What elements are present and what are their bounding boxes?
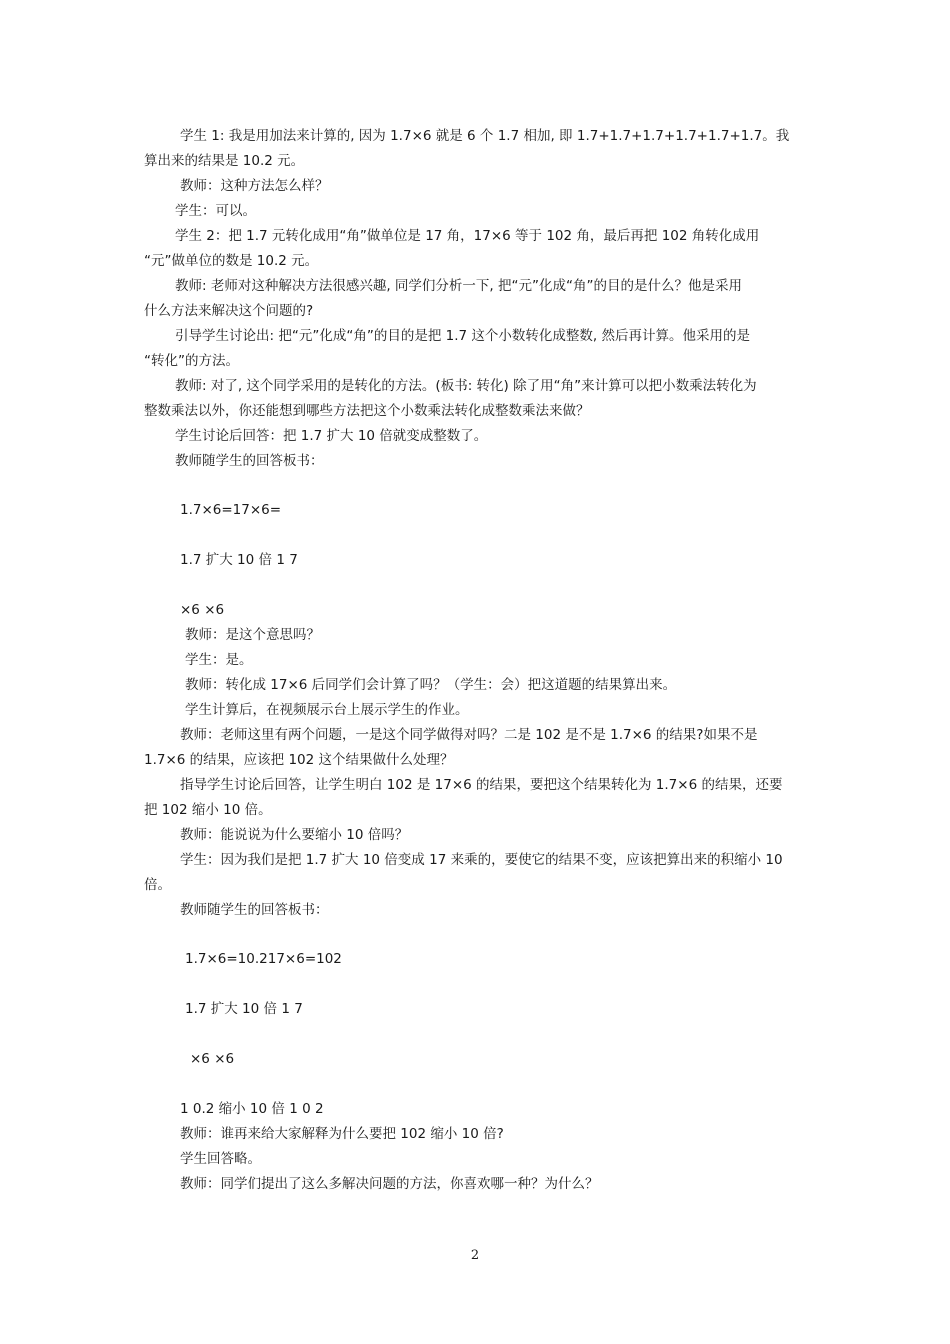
math-line: ×6 ×6 — [180, 602, 225, 618]
text-line: 教师随学生的回答板书： — [180, 902, 329, 918]
text-line: 教师：谁再来给大家解释为什么要把 102 缩小 10 倍? — [180, 1126, 504, 1142]
text-line: 学生：可以。 — [175, 203, 256, 219]
text-line: 学生回答略。 — [180, 1151, 261, 1167]
text-line: 教师：老师这里有两个问题，一是这个同学做得对吗？二是 102 是不是 1.7×6 的结果?如果不是 — [180, 727, 758, 743]
text-line: 教师：是这个意思吗？ — [185, 627, 320, 643]
text-line: 学生讨论后回答：把 1.7 扩大 10 倍就变成整数了。 — [175, 428, 488, 444]
text-line: 倍。 — [144, 877, 171, 893]
text-line: 学生 1: 我是用加法来计算的, 因为 1.7×6 就是 6 个 1.7 相加, 即 1.7+1.7+1.7+1.7+1.7+1.7。我 — [180, 128, 790, 144]
text-line: 教师：转化成 17×6 后同学们会计算了吗？（学生：会）把这道题的结果算出来。 — [185, 677, 677, 693]
text-line: “转化”的方法。 — [144, 353, 239, 369]
text-line: 教师：能说说为什么要缩小 10 倍吗？ — [180, 827, 409, 843]
math-line: 1 0.2 缩小 10 倍 1 0 2 — [180, 1101, 324, 1117]
text-line: 把 102 缩小 10 倍。 — [144, 802, 272, 818]
text-line: 指导学生讨论后回答，让学生明白 102 是 17×6 的结果，要把这个结果转化为 1.7×6 的结果，还要 — [180, 777, 783, 793]
text-line: 学生 2：把 1.7 元转化成用“角”做单位是 17 角，17×6 等于 102 角，最后再把 102 角转化成用 — [175, 228, 760, 244]
text-line: 教师: 对了, 这个同学采用的是转化的方法。(板书: 转化) 除了用“角”来计算可以把小数乘法转化为 — [175, 378, 757, 394]
text-line: 教师：同学们提出了这么多解决问题的方法，你喜欢哪一种？为什么？ — [180, 1176, 599, 1192]
text-line: 学生：是。 — [185, 652, 253, 668]
text-line: 什么方法来解决这个问题的? — [144, 303, 314, 319]
text-line: 学生计算后，在视频展示台上展示学生的作业。 — [185, 702, 469, 718]
math-line: 1.7×6=17×6= — [180, 502, 282, 518]
math-line: ×6 ×6 — [190, 1051, 235, 1067]
text-line: 教师：这种方法怎么样？ — [180, 178, 329, 194]
text-line: 引导学生讨论出: 把“元”化成“角”的目的是把 1.7 这个小数转化成整数, 然后再计算。他采用的是 — [175, 328, 750, 344]
text-line: 整数乘法以外，你还能想到哪些方法把这个小数乘法转化成整数乘法来做？ — [144, 403, 590, 419]
math-line: 1.7 扩大 10 倍 1 7 — [180, 552, 298, 568]
math-line: 1.7×6=10.217×6=102 — [185, 951, 342, 967]
text-line: 1.7×6 的结果，应该把 102 这个结果做什么处理？ — [144, 752, 454, 768]
text-line: 教师随学生的回答板书： — [175, 453, 324, 469]
math-line: 1.7 扩大 10 倍 1 7 — [185, 1001, 303, 1017]
text-line: 学生：因为我们是把 1.7 扩大 10 倍变成 17 来乘的，要使它的结果不变，应该把算出来的积缩小 10 — [180, 852, 783, 868]
page-number: 2 — [470, 1248, 480, 1263]
text-line: 教师: 老师对这种解决方法很感兴趣, 同学们分析一下, 把“元”化成“角”的目的是什么？他是采用 — [175, 278, 742, 294]
text-line: 算出来的结果是 10.2 元。 — [144, 153, 305, 169]
text-line: “元”做单位的数是 10.2 元。 — [144, 253, 319, 269]
